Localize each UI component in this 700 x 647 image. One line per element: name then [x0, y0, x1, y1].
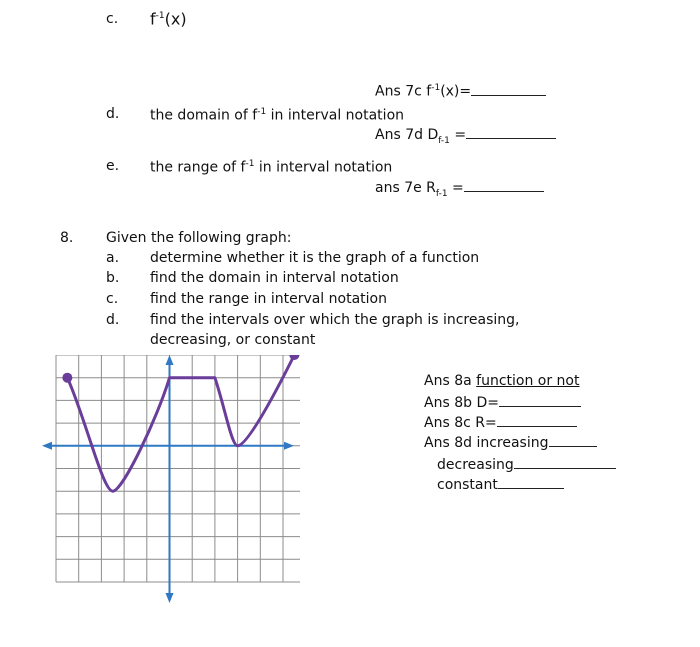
ans-8c-eq: = — [485, 415, 497, 431]
ans-7c — [375, 80, 546, 100]
q7d-sup: -1 — [257, 107, 267, 117]
curve-start-point — [62, 373, 72, 383]
q7d-f: f — [252, 107, 258, 124]
axes — [42, 355, 294, 603]
ans-8d-increasing-blank[interactable] — [549, 434, 597, 447]
ans-7c-label: Ans 7c — [375, 83, 422, 100]
ans-8b-eq: = — [487, 395, 499, 411]
ans-8c — [424, 414, 577, 431]
ans-8d-constant-text: constant — [437, 477, 498, 493]
ans-7d-eq: = — [454, 127, 467, 143]
ans-8d-text: increasing — [476, 435, 549, 451]
q8c-letter: c. — [106, 291, 119, 307]
q8d-text-cont: decreasing, or constant — [150, 332, 316, 348]
ans-7d-label: Ans 7d — [375, 127, 423, 143]
y-axis-bottom-arrow — [166, 593, 174, 603]
q8-intro: Given the following graph: — [106, 230, 292, 246]
ans-8d — [424, 434, 597, 451]
ans-8c-sym: R — [475, 415, 485, 431]
function-graph — [40, 355, 300, 605]
y-axis-top-arrow — [166, 355, 174, 365]
x-axis-right-arrow — [284, 442, 294, 450]
q8a-letter: a. — [106, 250, 120, 266]
q7c-expression — [150, 8, 187, 27]
q8b-text: find the domain in interval notation — [150, 270, 399, 286]
ans-7c-f: f — [426, 83, 432, 100]
q7e-text-pre: the range of — [150, 159, 237, 176]
ans-7c-arg: (x) — [440, 83, 460, 100]
ans-8d-decreasing-text: decreasing — [437, 457, 514, 473]
ans-8a — [424, 373, 579, 389]
ans-7c-sup: -1 — [431, 83, 441, 93]
ans-8d-constant — [437, 476, 564, 493]
ans-7e-eq: = — [452, 180, 464, 196]
ans-8d-decreasing-blank[interactable] — [514, 456, 616, 469]
ans-8a-text: function or not — [476, 373, 580, 389]
q7e-f: f — [240, 159, 246, 176]
ans-8b-label: Ans 8b — [424, 395, 472, 411]
ans-7d-sub: f-1 — [438, 135, 450, 146]
ans-8d-constant-blank[interactable] — [498, 476, 564, 489]
q8a-text: determine whether it is the graph of a function — [150, 250, 480, 266]
q7c-sup: -1 — [155, 11, 165, 21]
q7c-arg: (x) — [164, 9, 187, 29]
ans-7d-blank[interactable] — [466, 126, 556, 139]
q7e-text — [150, 156, 392, 176]
q8-number: 8. — [60, 230, 74, 246]
ans-7c-eq: = — [459, 83, 472, 100]
ans-7e — [375, 179, 544, 202]
q8b-letter: b. — [106, 270, 120, 286]
ans-8a-label: Ans 8a — [424, 373, 472, 389]
ans-8c-label: Ans 8c — [424, 415, 471, 431]
ans-8c-blank[interactable] — [497, 414, 577, 427]
q8c-text: find the range in interval notation — [150, 291, 387, 307]
x-axis-left-arrow — [42, 442, 52, 450]
q7d-text — [150, 104, 404, 124]
ans-8b-sym: D — [476, 395, 488, 411]
ans-8b — [424, 394, 581, 411]
ans-7e-sub: f-1 — [435, 188, 448, 199]
q7d-text-pre: the domain of — [150, 107, 248, 124]
ans-7d-sym: D — [427, 127, 439, 143]
ans-7c-blank[interactable] — [471, 83, 546, 96]
q8d-letter: d. — [106, 312, 120, 328]
q7d-letter: d. — [106, 106, 120, 122]
grid-lines — [56, 355, 300, 582]
q7c-letter: c. — [106, 11, 119, 27]
q7c-f: f — [150, 9, 156, 29]
ans-7e-blank[interactable] — [464, 179, 544, 192]
q7e-letter: e. — [106, 158, 120, 174]
ans-8d-decreasing — [437, 456, 616, 473]
q7e-text-post: in interval notation — [258, 159, 393, 176]
ans-8d-label: Ans 8d — [424, 435, 472, 451]
q7d-text-post: in interval notation — [270, 107, 405, 124]
ans-7d — [375, 126, 556, 149]
ans-7e-sym: R — [426, 180, 436, 196]
q7e-sup: -1 — [245, 159, 255, 169]
ans-7e-label: ans 7e — [375, 180, 422, 196]
ans-8b-blank[interactable] — [499, 394, 581, 407]
q8d-text: find the intervals over which the graph is increasing, — [150, 312, 520, 328]
